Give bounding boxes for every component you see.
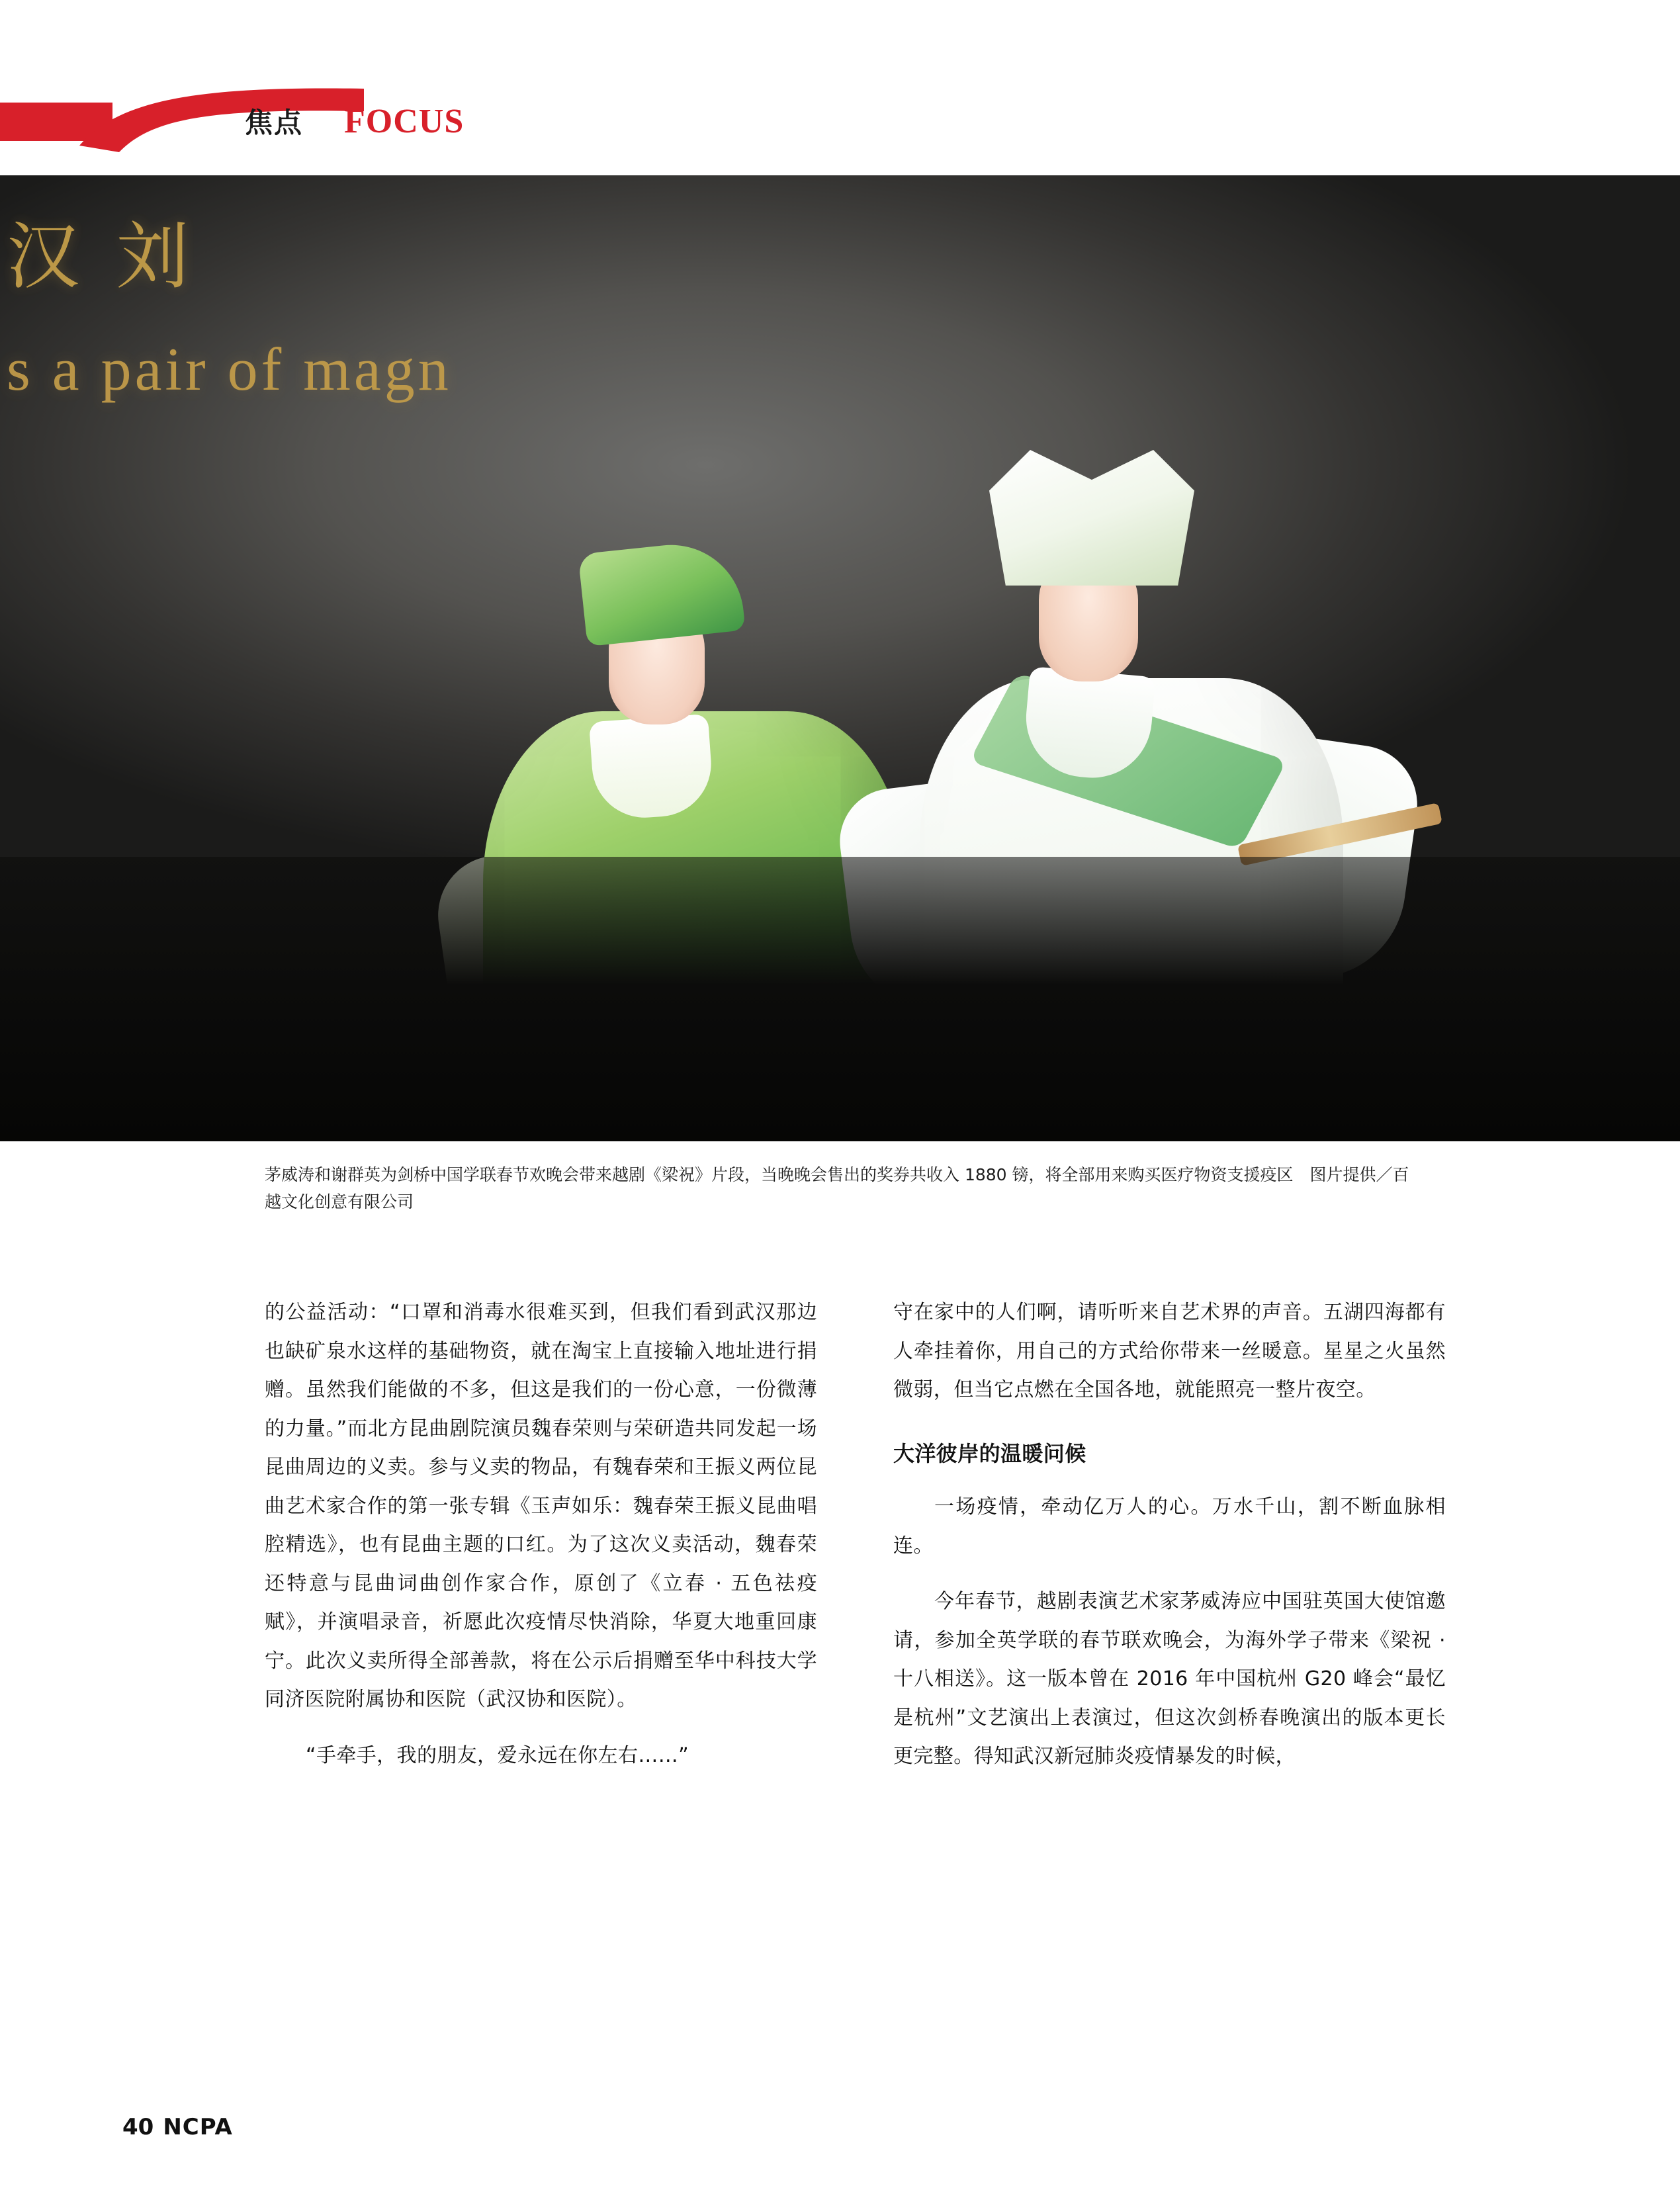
- page-header: [0, 0, 1680, 171]
- section-label-cn: 焦点: [245, 107, 304, 138]
- paragraph-left-2: “手牵手，我的朋友，爱永远在你左右……”: [306, 1743, 689, 1767]
- page-footer: [122, 2114, 233, 2140]
- paragraph-right-3: 今年春节，越剧表演艺术家茅威涛应中国驻英国大使馆邀请，参加全英学联的春节联欢晚会，为海外学子带来《梁祝 · 十八相送》。这一版本曾在 2016 年中国杭州 G20 峰会“最忆是杭州”文艺演出上表演过，但这次剑桥春晚演出的版本更长更完整。得知武汉新冠肺炎疫情暴发的时候，: [893, 1590, 1446, 1769]
- header-red-curve: [79, 86, 364, 159]
- page-number: 40: [122, 2114, 154, 2140]
- column-right: [893, 1293, 1446, 1776]
- section-label-en: FOCUS: [344, 103, 464, 140]
- stage-floor: [0, 857, 1680, 1141]
- hero-photo: [0, 175, 1680, 1141]
- paragraph-right-2: 一场疫情，牵动亿万人的心。万水千山，割不断血脉相连。: [893, 1495, 1446, 1557]
- section-subheading: 大洋彼岸的温暖问候: [893, 1440, 1086, 1466]
- article-body: [265, 1293, 1446, 1776]
- brand-name: NCPA: [163, 2114, 233, 2140]
- performer-right-hat: [989, 450, 1194, 586]
- performer-left-hat: [578, 538, 745, 646]
- projection-text-line1: 汉 刘: [7, 217, 199, 298]
- paragraph-right-1: 守在家中的人们啊，请听听来自艺术界的声音。五湖四海都有人牵挂着你，用自己的方式给你带来一丝暖意。星星之火虽然微弱，但当它点燃在全国各地，就能照亮一整片夜空。: [893, 1301, 1446, 1401]
- photo-caption: 茅威涛和谢群英为剑桥中国学联春节欢晚会带来越剧《梁祝》片段，当晚晚会售出的奖券共收入 1880 镑，将全部用来购买医疗物资支援疫区 图片提供／百越文化创意有限公司: [265, 1165, 1409, 1212]
- column-left: [265, 1293, 817, 1776]
- paragraph-left-1: 的公益活动：“口罩和消毒水很难买到，但我们看到武汉那边也缺矿泉水这样的基础物资，就在淘宝上直接输入地址进行捐赠。虽然我们能做的不多，但这是我们的一份心意，一份微薄的力量。”而北方昆曲剧院演员魏春荣则与荣研造共同发起一场昆曲周边的义卖。参与义卖的物品，有魏春荣和王振义两位昆曲艺术家合作的第一张专辑《玉声如乐：魏春荣王振义昆曲唱腔精选》，也有昆曲主题的口红。为了这次义卖活动，魏春荣还特意与昆曲词曲创作家合作，原创了《立春 · 五色祛疫赋》，并演唱录音，祈愿此次疫情尽快消除，华夏大地重回康宁。此次义卖所得全部善款，将在公示后捐赠至华中科技大学同济医院附属协和医院（武汉协和医院）。: [265, 1301, 817, 1711]
- projection-text-line2: s a pair of magn: [7, 335, 452, 403]
